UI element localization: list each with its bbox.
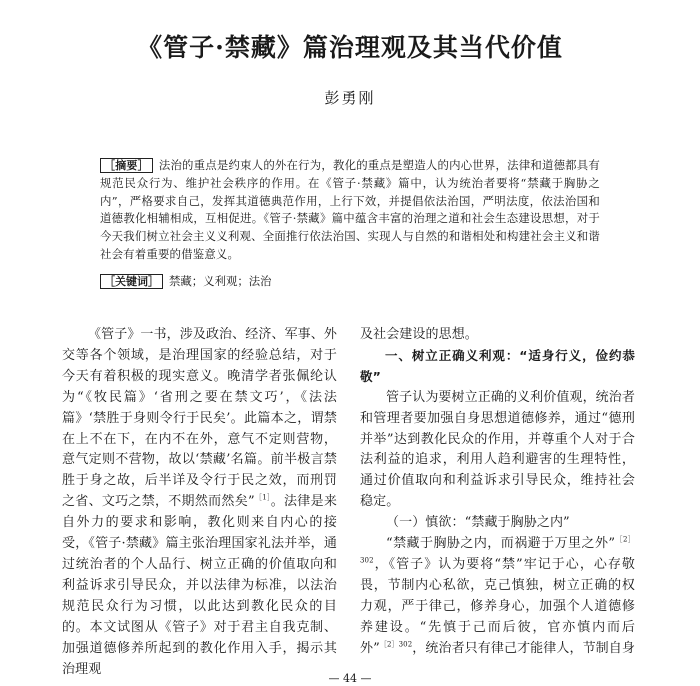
citation-3: ［2］302	[379, 640, 413, 649]
intro-text: 《管子》一书，涉及政治、经济、军事、外交等各个领域，是治理国家的经验总结，对于今天有着积极的现实意义。晚清学者张佩纶认为“《牧民篇》‘省刑之要在禁文巧’，《法法篇》‘禁胜于身则令行于民矣’。此篇本之，谓禁在上不在下，在内不在外，意气不定则营物，意气定则不营物，故以‘禁藏’名篇。前半极言禁胜于身之故，后半详及令行于民之效，而刑罚之省、文巧之禁，不期然而然矣”	[62, 327, 337, 510]
subsection-text-mid: ，《管子》认为要将“禁”牢记于心，心存敬畏，节制内心私欲，克己慎独，树立正确的权力观，严于律己，修养身心，加强个人道德修养建设。“先慎于己而后彼，官亦慎内而后外”	[360, 556, 635, 656]
right-continuation: 及社会建设的思想。	[360, 327, 478, 342]
article-title: 《管子·禁藏》篇治理观及其当代价值	[137, 33, 563, 62]
abstract-label: ［摘要］	[100, 158, 153, 173]
abstract	[100, 157, 600, 264]
keywords-text: 禁藏；义利观；法治	[169, 274, 272, 288]
keywords-label: ［关键词］	[100, 274, 163, 289]
keywords	[100, 273, 600, 291]
subsection-paragraph	[360, 534, 635, 659]
subsection-heading: （一）慎欲：“禁藏于胸胁之内”	[386, 515, 570, 531]
left-column	[62, 325, 337, 680]
citation-1: ［1］	[254, 493, 271, 502]
author-name: 彭勇刚	[324, 89, 376, 107]
section-paragraph: 管子认为要树立正确的义利价值观，统治者和管理者要加强自身思想道德修养，通过“德刑并举”达到教化民众的作用，并尊重个人对于合法利益的追求，利用人趋利避害的生理特性，通过价值取向和利益诉求引导民众，维持社会稳定。	[360, 389, 635, 510]
intro-paragraph	[62, 325, 337, 680]
right-column	[360, 325, 635, 660]
abstract-text: 法治的重点是约束人的外在行为，教化的重点是塑造人的内心世界，法律和道德都具有规范民众行为、维护社会秩序的作用。在《管子·禁藏》篇中，认为统治者要将“禁藏于胸胁之内”，严格要求自己，发挥其道德典范作用，上行下效，并提倡依法治国，严明法度，依法治国和道德教化相辅相成，互相促进。《管子·禁藏》篇中蕴含丰富的治理之道和社会生态建设思想，对于今天我们树立社会主义义利观、全面推行依法治国、实现人与自然的和谐相处和构建社会主义和谐社会有着重要的借鉴意义。	[100, 158, 600, 261]
subsection-text-end: ，统治者只有律己才能律人，节制自身	[412, 640, 635, 656]
page-number: — 44 —	[328, 672, 372, 685]
intro-text-end: 。法律是来自外力的要求和影响，教化则来自内心的接受，《管子·禁藏》篇主张治理国家礼法并举，通过统治者的个人品行、树立正确的价值取向和利益诉求引导民众，并以法律为标准，以法治规范民众行为习惯，以此达到教化民众的目的。本文试图从《管子》对于君主自我克制、加强道德修养所起到的教化作用入手，揭示其治理观	[62, 494, 337, 677]
citation-2: ［2］302	[360, 535, 635, 565]
section-heading: 一、树立正确义利观：“适身行义，俭约恭敬”	[360, 347, 635, 384]
subsection-text: “禁藏于胸胁之内，而祸避于万里之外”	[386, 536, 616, 552]
